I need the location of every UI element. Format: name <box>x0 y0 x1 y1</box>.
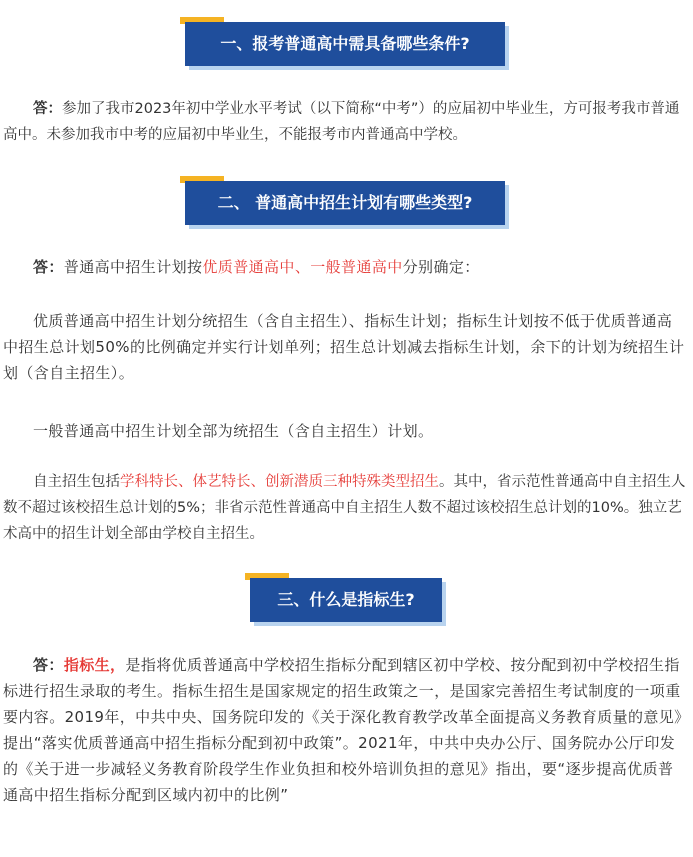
paragraph-text-after: 。其中，省示范性普通高中自主招生人数不超过该校招生总计划的5%；非省示范性普通高中自主招生人数不超过该校招生总计划的10%。独立艺术高中的招生计划全部由学校自主招生。 <box>3 474 686 542</box>
answer-label: 答： <box>33 656 64 674</box>
section-2-heading: 二、 普通高中招生计划有哪些类型? <box>185 181 505 225</box>
answer-text: 参加了我市2023年初中学业水平考试（以下简称“中考”）的应届初中毕业生，方可报考我市普通高中。未参加我市中考的应届初中毕业生，不能报考市内普通高中学校。 <box>3 101 680 143</box>
section-2-answer <box>3 254 687 280</box>
answer-text-before: 普通高中招生计划按 <box>63 258 203 276</box>
section-1-heading: 一、报考普通高中需具备哪些条件? <box>185 22 505 66</box>
section-2-paragraph-1: 优质普通高中招生计划分统招生（含自主招生）、指标生计划；指标生计划按不低于优质普通高中招生总计划50%的比例确定并实行计划单列；招生总计划减去指标生计划，余下的计划为统招生计划（含自主招生）。 <box>3 312 685 382</box>
answer-label: 答： <box>33 258 64 276</box>
highlight-general-high-school: 一般普通高中 <box>310 258 403 276</box>
highlight-special-admission-types: 学科特长、体艺特长、创新潜质三种特殊类型招生 <box>120 474 439 490</box>
section-2-paragraph-3 <box>3 469 687 547</box>
highlight-quota-student: 指标生， <box>63 656 126 674</box>
section-2-paragraph-2: 一般普通高中招生计划全部为统招生（含自主招生）计划。 <box>33 422 434 440</box>
highlight-separator: 、 <box>294 258 311 276</box>
answer-text: 是指将优质普通高中学校招生指标分配到辖区初中学校、按分配到初中学校招生指标进行招生录取的考生。指标生招生是国家规定的招生政策之一，是国家完善招生考试制度的一项重要内容。2019年，中共中央、国务院印发的《关于深化教育教学改革全面提高义务教育质量的意见》提出“落实优质普通高中招生指标分配到初中政策”。2021年，中共中央办公厅、国务院办公厅印发的《关于进一步减轻义务教育阶段学生作业负担和校外培训负担的意见》指出，要“逐步提高优质普通高中招生指标分配到区域内初中的比例” <box>3 656 683 804</box>
section-3-heading: 三、什么是指标生? <box>250 578 442 622</box>
section-3-answer <box>3 652 687 808</box>
answer-label: 答： <box>33 101 62 117</box>
section-1-answer <box>3 96 687 148</box>
highlight-quality-high-school: 优质普通高中 <box>202 258 295 276</box>
paragraph-text-before: 自主招生包括 <box>33 474 120 490</box>
answer-text-after: 分别确定： <box>402 258 480 276</box>
